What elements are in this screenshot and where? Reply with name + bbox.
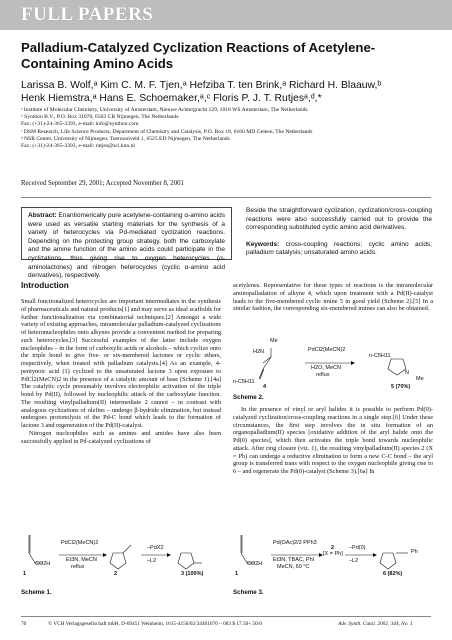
reagent: Et3N, MeCN [66,557,97,563]
reagent: Pd(OAc)2/2 PPh3 [273,540,317,546]
reagent: PdCl2(MeCN)2 [308,347,346,353]
abstract-box [21,207,232,280]
journal-citation: Adv. Synth. Catal. 2002, 344, No. 1 [338,621,413,627]
byproduct: –Pd(0) [349,545,366,551]
affiliations [21,107,441,150]
scheme-1-drawing [21,523,221,591]
phenyl-label: Ph [411,549,418,555]
pentyl-label: n-C5H11 [233,379,255,385]
methyl-label: Me [416,376,424,382]
reagent: reflux [316,372,330,378]
compound-1: 1 [23,571,27,577]
reagent: PdCl2(MeCN)2 [61,540,99,546]
scheme-caption: Scheme 3. [233,589,264,596]
byproduct: –L2 [147,558,157,564]
right-column-bottom [233,406,433,476]
divider [21,197,431,198]
abstract-text: Enantiomerically pure acetylene-containing α-amino acids were used as versatile starting materials for the synthesis of a variety of heterocycles via Pd-mediated cyclization reactions. Depending on the protecting group strategy, both the carboxylate and the amine function of the amino acids could participate in the cyclizations, thus giving rise to oxygen heterocycles (α-aminolactones) and nitrogen heterocycles (cyclic α-amino acid derivatives), respectively. [28,212,225,280]
reagent: MeCN, 60 °C [277,564,310,570]
scheme-caption: Scheme 1. [21,589,52,596]
scheme-2-drawing [233,335,433,391]
byproduct: –PdX2 [147,545,164,551]
compound-2: 2 [114,571,118,577]
compound-4: 4 [263,384,267,390]
compound-5: 5 (70%) [391,384,411,390]
carboxylic-acid-label: CO2H [35,561,51,567]
reagent: Et3N, TBAC, PhI [273,557,315,563]
affiliation: ᵈ NSR Center, University of Nijmegen, Toernooiveld 1, 6525 ED Nijmegen, The Netherlands [21,135,230,142]
abstract-right-text: Beside the straightforward cyclization, cyclization/cross-coupling reactions were also successfully carried out to provide the corresponding substituted cyclic amino acid derivatives. [246,207,432,232]
page-number: 70 [21,621,27,627]
right-column-top [233,282,433,313]
left-column [21,298,221,445]
footer-divider [21,616,431,617]
scheme-3-drawing [233,523,433,591]
affiliation: Fax: (+31)-24-365-3393, e-mail: info@synthon.com [21,121,139,128]
paragraph: Small functionalized heterocycles are important intermediates in the synthesis of pharmaceuticals and natural products[1] and may serve as ideal scaffolds for further functionalization via combinatorial techniques.[2] Amongst a wide variety of existing approaches, intramolecular palladium-catalyzed cyclizations of heteronucleophiles onto alkynes provide a convenient method for preparing such heterocycles.[3] Successful examples of the latter include oxygen nucleophiles – in the form of carboxylic acids or alcohols – which cyclize onto the triple bond to give five- or six-membered lactones or cyclic ethers, respectively, when treated with palladium catalysts.[4] As an example, 4-pentynoic acid (1) cyclized to the unsaturated lactone 3 upon exposure to PdCl2(MeCN)2 in the presence of a catalytic amount of base (Scheme 1).[4a] The catalytic cycle presumably involves electrophilic activation of the triple bond by Pd(II), followed by nucleophilic attack of the carboxylate function. The resulting vinylpalladium(II) intermediate 2 cannot – in contrast with analogous cyclizations of olefins – undergo β-hydride elimination, but instead undergoes protonolysis of the Pd-C bond which leads to the formation of lactone 3 and regeneration of the Pd(II)-catalyst. [21,298,221,429]
substituent-note: [X = Ph] [323,551,343,557]
byproduct: –L2 [349,558,359,564]
header-banner [0,0,452,30]
keywords-text: cross-coupling reactions; cyclic amino acids; palladium catalysis; unsaturated amino acids. [246,240,432,257]
keywords [246,241,432,258]
compound-1: 1 [235,571,239,577]
article-title: Palladium-Catalyzed Cyclization Reactions of Acetylene-Containing Amino Acids [21,40,376,71]
section-heading: Introduction [21,281,69,290]
author-line: Henk Hiemstra,ᵃ Hans E. Schoemaker,ᵃ,ᶜ Floris P. J. T. Rutjesᵃ,ᵈ,* [21,93,322,104]
received-dates: Received September 29, 2001; Accepted November 8, 2001 [21,180,184,187]
scheme-2 [233,335,433,405]
scheme-3 [233,523,433,605]
affiliation: ᵃ Institute of Molecular Chemistry, University of Amsterdam, Nieuwe Achtergracht 129, 1018 WS Amsterdam, The Netherlands [21,107,308,113]
nitrogen-label: N [405,370,409,376]
compound-6: 6 (82%) [383,571,403,577]
compound-2: 2 [331,545,335,551]
reagent: H2O, MeCN [311,365,341,371]
methyl-label: Me [270,338,278,344]
publisher-line: © VCH Verlagsgesellschaft mbH, D-69451 Weinheim, 1615-4150/02/34401070 – 083 $ 17.50+.50/0 [48,621,263,627]
affiliation: ᶜ DSM Research, Life Science Products, Department of Chemistry and Catalysis, P.O. Box 18, 6160 MD Geleen, The Netherlands [21,128,313,135]
author-line: Larissa B. Wolf,ᵃ Kim C. M. F. Tjen,ᵃ Hefziba T. ten Brink,ᵃ Richard H. Blaauw,ᵇ [21,80,382,91]
scheme-caption: Scheme 2. [233,394,264,401]
scheme-1 [21,523,221,605]
keywords-label: Keywords: [246,240,280,248]
affiliation: ᵇ Synthon B.V., P.O. Box 31070, 6503 CB Nijmegen, The Netherlands [21,114,179,121]
compound-3: 3 (100%) [181,571,204,577]
author-list [21,79,441,105]
abstract-continuation [246,207,432,258]
carboxylic-acid-label: CO2H [247,561,263,567]
paragraph: In the presence of vinyl or aryl halides it is possible to perform Pd(0)-catalyzed cyclization/cross-coupling reactions in a single step.[6] Under these circumstances, the first step involves the in situ formation of an organopalladium(II) species [oxidative addition of the aryl halide onto the Pd(0) species], which then activates the triple bond towards nucleophilic attack. After ring closure (viz. 1), the resulting vinylpalladium(II) species 2 (X = Ph) can undergo a reductive elimination to form a new C-C bond – the aryl group is transferred trans with respect to the oxygen nucleophile giving rise to 6 – and regenerate the Pd(0)-catalyst (Scheme 3).[6a] In [233,406,433,475]
paragraph: acetylenes. Representative for these types of reactions is the intramolecular aminopalladation of alkyne 4, which upon treatment with a Pd(II)-catalyst leads to the five-membered cyclic imine 5 in good yield (Scheme 2).[5] In a similar fashion, the corresponding six-membered imines can also be obtained. [233,282,433,313]
pentyl-label: n-C5H11 [369,353,391,359]
section-label: FULL PAPERS [21,4,154,25]
paragraph: Nitrogen nucleophiles such as amines and amides have also been successfully applied in Pd-catalyzed cyclizations of [21,429,221,445]
amine-label: H2N [253,349,265,355]
affiliation: Fax: (+31)-24-365-3393, e-mail: rutjes@sci.kun.nl [21,143,135,150]
abstract-label: Abstract: [28,212,57,219]
reagent: reflux [71,564,85,570]
